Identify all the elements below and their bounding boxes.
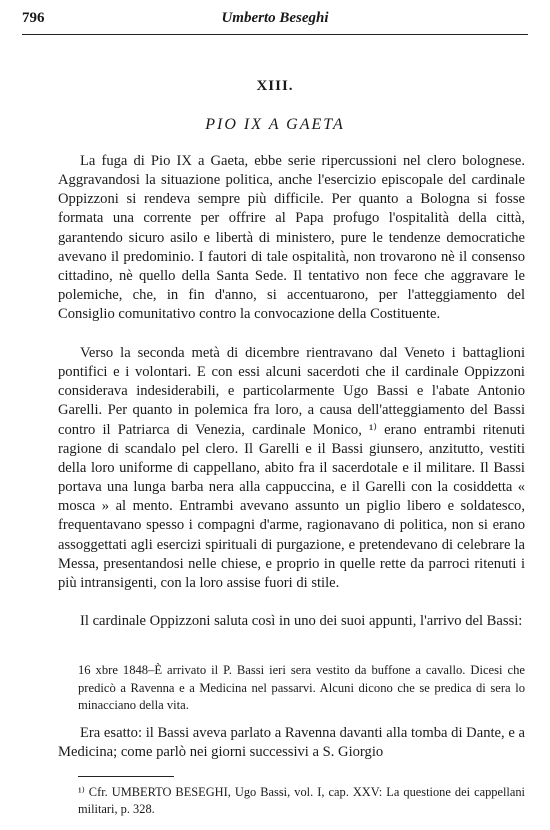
footnote: ¹⁾ Cfr. UMBERTO BESEGHI, Ugo Bassi, vol. I, cap. XXV: La questione dei cappellani militari, p. 328. — [78, 785, 525, 816]
running-header — [22, 8, 528, 35]
paragraph-3: Il cardinale Oppizzoni saluta così in uno dei suoi appunti, l'arrivo del Bassi: — [80, 613, 523, 629]
paragraph-1: La fuga di Pio IX a Gaeta, ebbe serie ripercussioni nel clero bolognese. Aggravandosi la situazione politica, anche l'esercizio episcopale del cardinale Oppizzoni si rendeva sempre più difficile. Per quanto a Bologna si fosse formata una corrente per offrire al Papa profugo l'ospitalità della città, garantendo sicuro asilo e libertà di ministero, pure le tendenze democratiche avevano il predominio. I fautori di tale ospitalità, non trovarono nè il consenso cittadino, nè quello della Santa Sede. Il tentativo non fece che aggravare le polemiche, che, in fin d'anno, si accentuarono, per l'atteggiamento del Consiglio comunitativo contro la convocazione della Costituente. — [58, 153, 525, 323]
paragraph-2: Verso la seconda metà di dicembre rientravano dal Veneto i battaglioni pontifici e i volontari. E con essi alcuni sacerdoti che il cardinale Oppizzoni considerava indesiderabili, e particolarmente Ugo Bassi e l'abate Antonio Garelli. Per quanto in polemica fra loro, a causa dell'atteggiamento del Bassi contro il Patriarca di Venezia, cardinale Monico, ¹⁾ erano entrambi ritenuti ragione di scandalo pel clero. Il Garelli e il Bassi giunsero, anzitutto, vestiti della loro uniforme di cappellano, abito fra il sacerdotale e il militare. Il Bassi portava una lunga barba nera alla cappuccina, e il Garelli con la cosiddetta « mosca » al mento. Entrambi avevano assunto un piglio libero e soldatesco, frequentavano spesso i compagni d'arme, ragionavano di politica, non si erano assoggettati agli esercizi spirituali di purgazione, e pretendevano di celebrare la Messa, presentandosi nelle chiese, e proprio in quelle rette da parroci ritenuti i più intransigenti, con la loro assise fuori di stile. — [58, 345, 525, 591]
footnote-divider — [78, 776, 174, 777]
chapter-number: XIII. — [256, 78, 294, 94]
page-number: 796 — [22, 10, 45, 26]
closing-paragraph: Era esatto: il Bassi aveva parlato a Ravenna davanti alla tomba di Dante, e a Medicina; come parlò nei giorni successivi a S. Giorgio — [58, 725, 525, 761]
running-title: Umberto Beseghi — [221, 10, 329, 26]
chapter-title: PIO IX A GAETA — [205, 116, 345, 133]
quoted-note: 16 xbre 1848–È arrivato il P. Bassi ieri sera vestito da buffone a cavallo. Dicesi che predicò a Ravenna e a Medicina nel passarvi. Alcuni dicono che se predica di sera lo minacciano della vita. — [78, 663, 525, 713]
